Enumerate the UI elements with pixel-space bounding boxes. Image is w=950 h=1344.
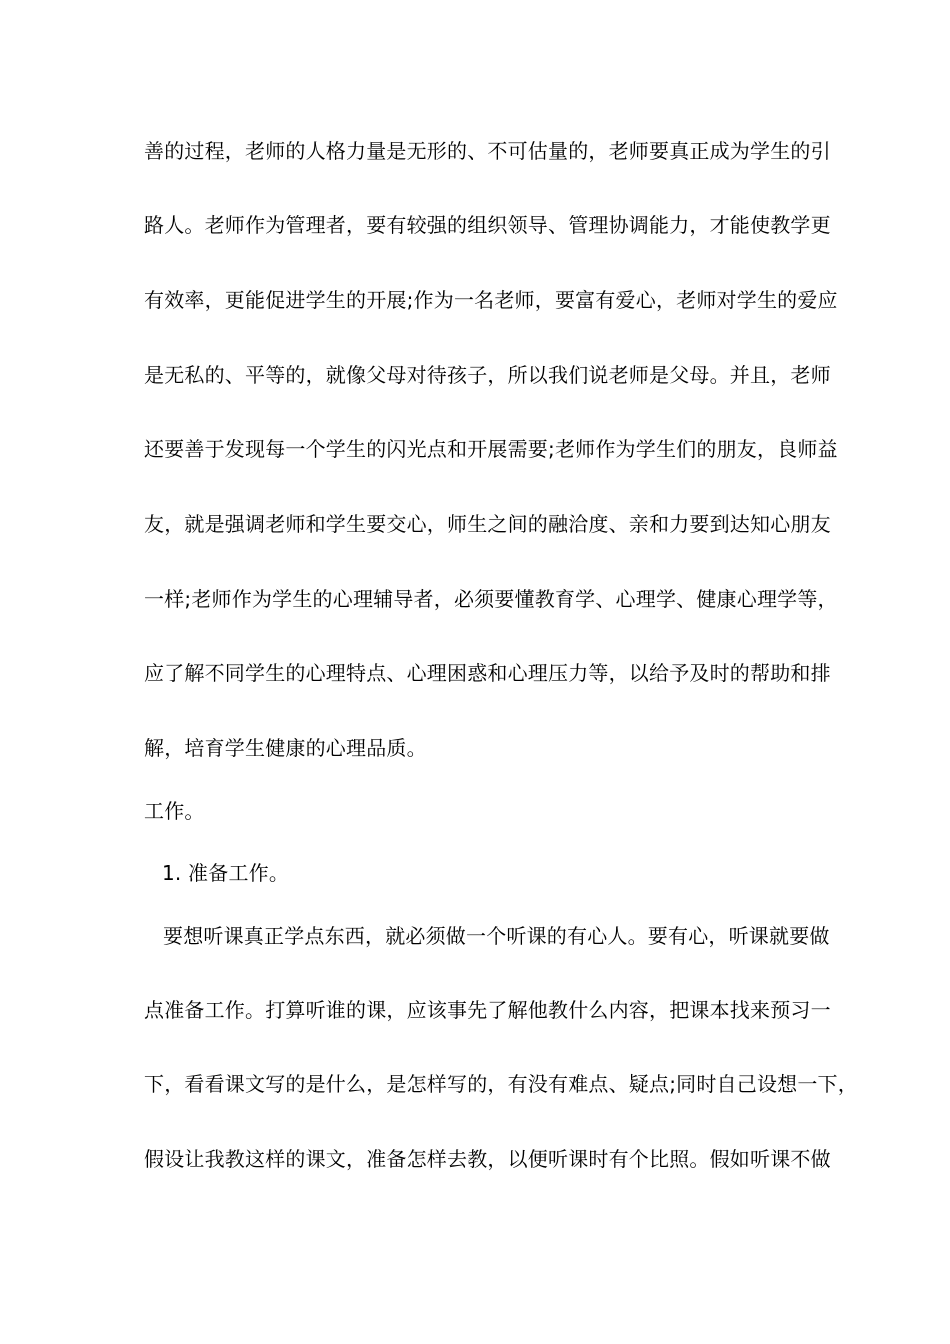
paragraph-line: 还要善于发现每一个学生的闪光点和开展需要;老师作为学生们的朋友，良师益 <box>144 437 838 461</box>
paragraph-line: 点准备工作。打算听谁的课，应该事先了解他教什么内容，把课本找来预习一 <box>144 998 831 1022</box>
paragraph-line: 是无私的、平等的，就像父母对待孩子，所以我们说老师是父母。并且，老师 <box>144 363 831 387</box>
section-heading: 工作。 <box>144 799 205 823</box>
paragraph-line: 假设让我教这样的课文，准备怎样去教，以便听课时有个比照。假如听课不做 <box>144 1147 831 1171</box>
paragraph-line: 一样;老师作为学生的心理辅导者，必须要懂教育学、心理学、健康心理学等， <box>144 587 838 611</box>
paragraph-line: 下，看看课文写的是什么，是怎样写的，有没有难点、疑点;同时自己设想一下， <box>144 1072 858 1096</box>
paragraph-line: 路人。老师作为管理者，要有较强的组织领导、管理协调能力，才能使教学更 <box>144 213 831 237</box>
list-item: 1. 准备工作。 <box>162 861 290 885</box>
paragraph-line: 应了解不同学生的心理特点、心理困惑和心理压力等，以给予及时的帮助和排 <box>144 661 831 685</box>
paragraph-line: 友，就是强调老师和学生要交心，师生之间的融洽度、亲和力要到达知心朋友 <box>144 512 831 536</box>
paragraph-line: 要想听课真正学点东西，就必须做一个听课的有心人。要有心，听课就要做 <box>163 924 830 948</box>
paragraph-line: 有效率，更能促进学生的开展;作为一名老师，要富有爱心，老师对学生的爱应 <box>144 288 838 312</box>
paragraph-line: 解，培育学生健康的心理品质。 <box>144 736 427 760</box>
paragraph-line: 善的过程，老师的人格力量是无形的、不可估量的，老师要真正成为学生的引 <box>144 139 831 163</box>
